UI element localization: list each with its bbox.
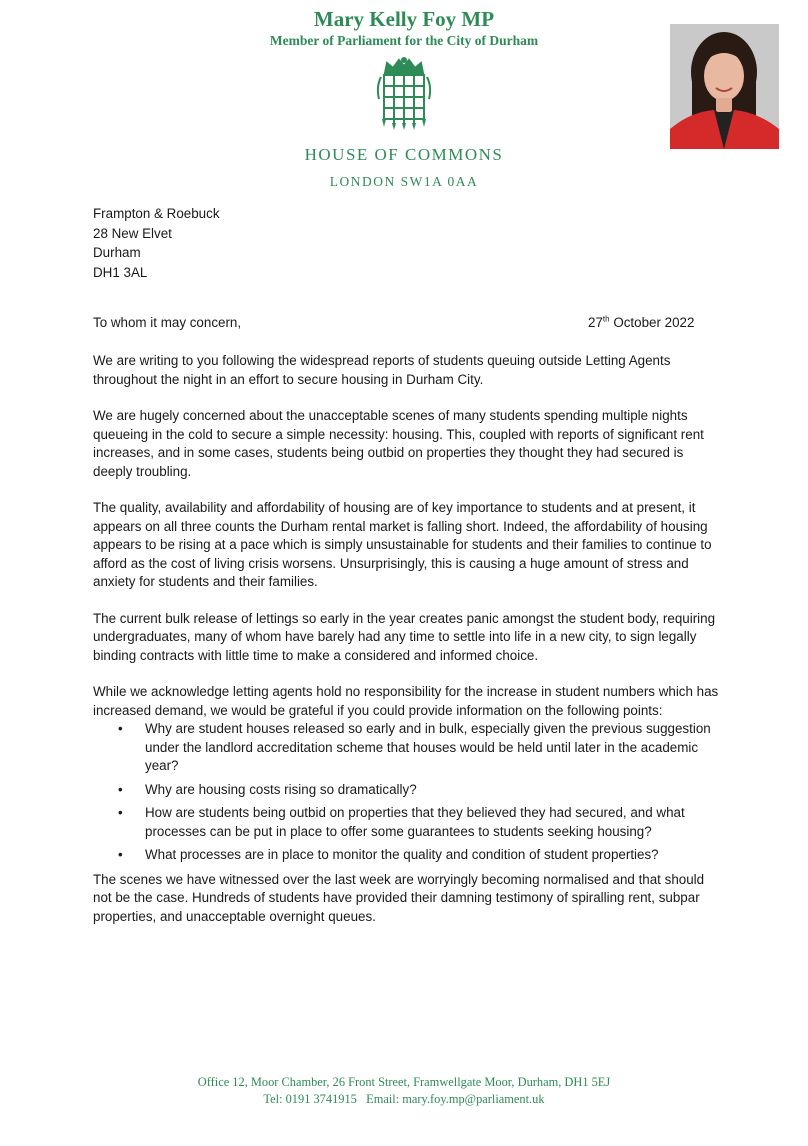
date-suffix: th	[602, 314, 610, 324]
bullet-icon: •	[118, 805, 123, 820]
list-item	[93, 781, 723, 800]
house-address: LONDON SW1A 0AA	[329, 174, 479, 189]
body-paragraph: We are writing to you following the widespread reports of students queuing outside Letting Agents throughout the night in an effort to secure housing in Durham City.	[93, 353, 671, 387]
list-item	[93, 846, 723, 865]
recipient-line: Durham	[93, 245, 141, 260]
list-item-text: What processes are in place to monitor the quality and condition of student properties?	[145, 847, 659, 862]
body-paragraph: The quality, availability and affordability of housing are of key importance to students and at present, it appears on all three counts the Durham rental market is falling short. Indeed, the affordability of housing appears to be rising at a pace which is simply unsustainable for students and their families to continue to afford as the cost of living crisis worsens. Unsurprisingly, this is causing a huge amount of stress and anxiety for students and their families.	[93, 500, 712, 589]
list-item-text: Why are student houses released so early and in bulk, especially given the previous suggestion under the landlord accreditation scheme that houses would be held until later in the academic year?	[145, 721, 711, 773]
bullet-icon: •	[118, 781, 123, 797]
body-paragraph: The current bulk release of lettings so early in the year creates panic amongst the student body, requiring undergraduates, many of whom have barely had any time to settle into life in a new city, to sign legally binding contracts with little time to make a considered and informed choice.	[93, 610, 716, 663]
letter-date	[588, 315, 694, 330]
footer-contact: Tel: 0191 3741915 Email: mary.foy.mp@parliament.uk	[263, 1092, 545, 1106]
mp-title: Member of Parliament for the City of Durham	[269, 33, 539, 48]
date-rest: October 2022	[613, 315, 695, 330]
body-paragraph: We are hugely concerned about the unacceptable scenes of many students spending multiple nights queueing in the cold to secure a simple necessity: housing. This, coupled with reports of significant rent increases, and in some cases, students being outbid on properties they thought they had secured is deeply troubling.	[93, 408, 704, 479]
recipient-line: Frampton & Roebuck	[93, 206, 220, 221]
body-paragraph: While we acknowledge letting agents hold no responsibility for the increase in student numbers which has increased demand, we would be grateful if you could provide information on the following points:	[93, 684, 719, 718]
recipient-line: 28 New Elvet	[93, 225, 172, 241]
bullet-icon: •	[118, 847, 123, 862]
list-item	[93, 720, 723, 776]
date-day: 27	[588, 315, 603, 330]
body-paragraph: The scenes we have witnessed over the last week are worryingly becoming normalised and that should not be the case. Hundreds of students have provided their damning testimony of spiralling rent, subpar properties, and unacceptable overnight queues.	[93, 871, 705, 924]
bullet-icon: •	[118, 721, 123, 736]
salutation: To whom it may concern,	[93, 315, 242, 330]
mp-name: Mary Kelly Foy MP	[313, 7, 495, 31]
recipient-address	[93, 204, 220, 282]
letter-body	[93, 352, 723, 944]
list-item-text: How are students being outbid on properties that they believed they had secured, and what processes can be put in place to offer some guarantees to students seeking housing?	[145, 805, 685, 839]
house-name: HOUSE OF COMMONS	[304, 145, 504, 164]
questions-list	[93, 720, 723, 865]
mp-portrait-photo	[670, 24, 779, 149]
portcullis-icon	[373, 57, 435, 131]
footer-address: Office 12, Moor Chamber, 26 Front Street, Framwellgate Moor, Durham, DH1 5EJ	[197, 1075, 611, 1089]
list-item-text: Why are housing costs rising so dramatically?	[145, 781, 417, 797]
list-item	[93, 804, 723, 841]
recipient-line: DH1 3AL	[93, 264, 148, 280]
